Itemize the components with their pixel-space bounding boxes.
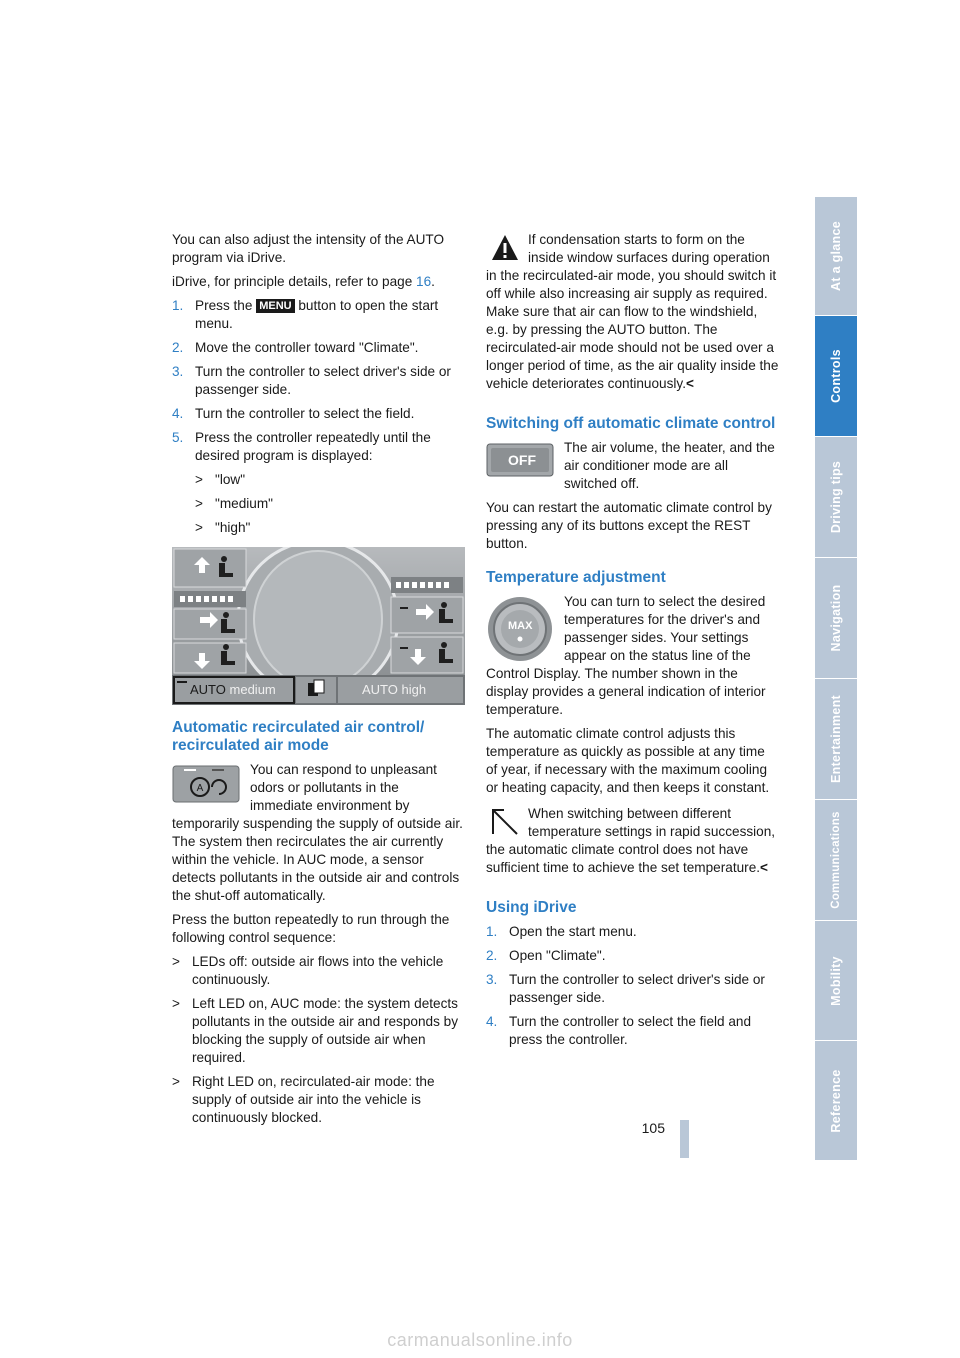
temp-knob-image <box>486 595 554 663</box>
sub-bullet-medium: > "medium" <box>195 496 273 511</box>
temp-paragraph-2: The automatic climate control adjusts this temperature as quickly as possible at any time of year, if necessary with the maximum cooling or heating capacity, and then keeps it constant. <box>486 726 770 795</box>
idrive-step-4: 4. Turn the controller to select the field and press the controller. <box>486 1014 752 1047</box>
sub-bullet-low: > "low" <box>195 472 246 487</box>
off-paragraph-1: The air volume, the heater, and the air conditioner mode are all switched off. <box>564 440 775 491</box>
note-text: When switching between different temperature settings in rapid succession, the automatic climate control does not have sufficient time to achieve the set temperature.< <box>486 806 776 875</box>
warning-text: If condensation starts to form on the inside window surfaces during operation in the recirculated-air mode, you should switch it off while also increasing air supply as required. Make sure that air can flow to the windshield, e.g. by pressing the AUTO button. The recirculated-air mode should not be used over a longer period of time, as the air quality inside the vehicle deteriorates continuously.< <box>486 232 779 391</box>
auc-paragraph-1: You can respond to unpleasant odors or pollutants in the immediate environment by temporarily suspending the supply of outside air. The system then recirculates the air currently within the vehicle. In AUC mode, a sensor detects pollutants in the outside air and controls the shut-off automatically. <box>172 762 463 903</box>
control-display-image <box>172 547 465 705</box>
warning-icon <box>490 233 520 263</box>
page-link[interactable]: 16 <box>416 274 432 289</box>
idrive-step-2: 2. Open "Climate". <box>486 948 606 963</box>
idrive-step-3: 3. Turn the controller to select driver's side or passenger side. <box>486 972 765 1005</box>
right-column <box>486 231 779 1055</box>
step-4: 4. Turn the controller to select the field. <box>172 406 415 421</box>
auc-bullet-right-led: > Right LED on, recirculated-air mode: the supply of outside air into the vehicle is continuously blocked. <box>172 1074 435 1125</box>
tab-communications[interactable]: Communications <box>815 800 857 921</box>
svg-text:A: A <box>196 783 204 794</box>
tab-entertainment[interactable]: Entertainment <box>815 679 857 800</box>
note-icon <box>490 807 520 837</box>
step-5: 5. Press the controller repeatedly until the desired program is displayed: <box>172 430 431 463</box>
tab-at-a-glance[interactable]: At a glance <box>815 197 857 316</box>
menu-key-icon: MENU <box>256 299 294 313</box>
off-button-image <box>486 443 554 477</box>
chapter-sidebar <box>815 197 857 1160</box>
step-1: 1. Press the MENU button to open the start menu. <box>172 298 439 331</box>
sub-bullet-high: > "high" <box>195 520 251 535</box>
temp-paragraph-1: You can turn to select the desired temperatures for the driver's and passenger sides. Your settings appear on the status line of the Control Display. The number shown in the display provides a general indication of interior temperature. <box>486 594 766 717</box>
idrive-reference: iDrive, for principle details, refer to page 16. <box>172 274 435 289</box>
auc-paragraph-2: Press the button repeatedly to run through the following control sequence: <box>172 912 450 945</box>
step-2: 2. Move the controller toward "Climate". <box>172 340 419 355</box>
end-mark: < <box>686 376 694 391</box>
auc-button-image <box>172 765 240 803</box>
heading-using-idrive: Using iDrive <box>486 899 577 916</box>
auc-section <box>172 761 465 1127</box>
heading-temperature: Temperature adjustment <box>486 569 666 586</box>
display-status-left: AUTO medium <box>190 682 276 697</box>
auc-bullet-left-led: > Left LED on, AUC mode: the system detects pollutants in the outside air and responds by blocking the supply of outside air when required. <box>172 996 459 1065</box>
page-number: 105 <box>641 1120 665 1136</box>
tab-navigation[interactable]: Navigation <box>815 558 857 679</box>
page-number-bar <box>680 1120 689 1158</box>
left-column <box>172 231 465 1133</box>
display-status-right: AUTO high <box>362 682 427 697</box>
tab-driving-tips[interactable]: Driving tips <box>815 437 857 558</box>
tab-controls[interactable]: Controls <box>815 316 857 437</box>
auc-bullet-leds-off: > LEDs off: outside air flows into the vehicle continuously. <box>172 954 444 987</box>
tab-mobility[interactable]: Mobility <box>815 921 857 1041</box>
tab-reference[interactable]: Reference <box>815 1041 857 1161</box>
switch-off-section <box>486 439 779 553</box>
idrive-step-1: 1. Open the start menu. <box>486 924 637 939</box>
heading-switch-off: Switching off automatic climate control <box>486 415 776 432</box>
warning-block <box>486 231 779 393</box>
heading-auc: Automatic recirculated air control/ recirculated air mode <box>172 719 425 754</box>
off-paragraph-2: You can restart the automatic climate control by pressing any of its buttons except the REST button. <box>486 500 772 551</box>
intro-paragraph: You can also adjust the intensity of the AUTO program via iDrive. <box>172 232 445 265</box>
note-end-mark: < <box>760 860 768 875</box>
auc-button-icon <box>172 765 240 803</box>
off-button-label: OFF <box>508 452 536 468</box>
temperature-section <box>486 593 779 797</box>
step-3: 3. Turn the controller to select driver's side or passenger side. <box>172 364 451 397</box>
note-block <box>486 805 779 877</box>
watermark: carmanualsonline.info <box>387 1330 573 1350</box>
knob-max-label: MAX <box>508 620 533 632</box>
